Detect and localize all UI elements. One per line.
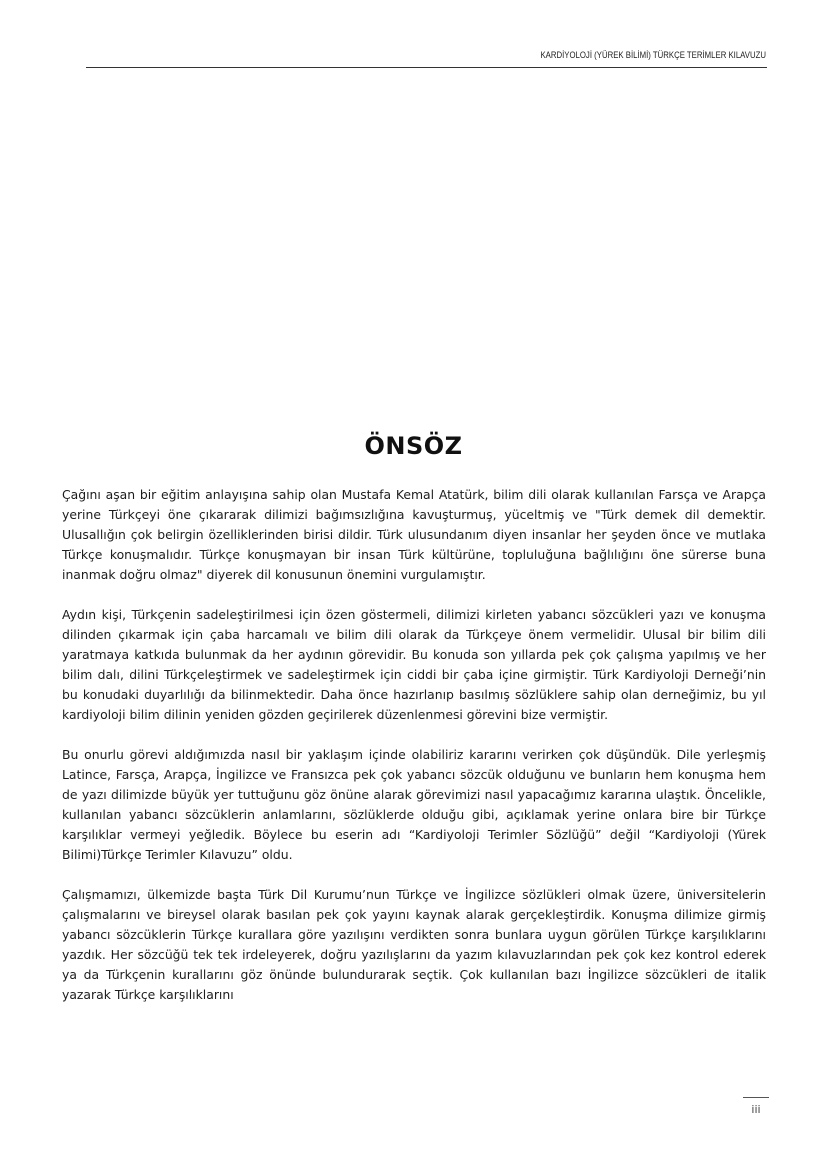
footer-divider <box>743 1097 769 1098</box>
paragraph: Aydın kişi, Türkçenin sadeleştirilmesi için özen göstermeli, dilimizi kirleten yabancı sözcükleri yazı ve konuşma dilinden çıkarmak için çaba harcamalı ve bilim dili olarak da Türkçeye önem vermelidir. Ulusal bir bilim dili yaratmaya katkıda bulunmak da her aydının görevidir. Bu konuda son yıllarda pek çok çalışma yapılmış ve her bilim dalı, dilini Türkçeleştirmek ve sadeleştirmek için ciddi bir çaba içine girmiştir. Türk Kardiyoloji Derneği’nin bu konudaki duyarlılığı da bilinmektedir. Daha önce hazırlanıp basılmış sözlüklere sahip olan derneğimiz, bu yıl kardiyoloji bilim dilinin yeniden gözden geçirilerek düzenlenmesi görevini bize vermiştir. <box>62 607 766 722</box>
body-text <box>62 485 766 1005</box>
paragraph: Çağını aşan bir eğitim anlayışına sahip olan Mustafa Kemal Atatürk, bilim dili olarak kullanılan Farsça ve Arapça yerine Türkçeyi öne çıkararak dilimizi bağımsızlığına kavuşturmuş, yüceltmiş ve "Türk demek dil demektir. Ulusallığın çok belirgin özelliklerinden birisi dildir. Türk ulusundanım diyen insanlar her şeyden önce ve mutlaka Türkçe konuşmalıdır. Türkçe konuşmayan bir insan Türk kültürüne, topluluğuna bağlılığını öne sürerse buna inanmak doğru olmaz" diyerek dil konusunun önemini vurgulamıştır. <box>62 487 766 582</box>
running-header: KARDİYOLOJİ (YÜREK BİLİMİ) TÜRKÇE TERİMLER KILAVUZU <box>540 50 766 61</box>
page-title: ÖNSÖZ <box>364 432 463 460</box>
header-divider <box>86 67 767 68</box>
page-number: iii <box>751 1103 761 1116</box>
paragraph: Bu onurlu görevi aldığımızda nasıl bir yaklaşım içinde olabiliriz kararını verirken çok düşündük. Dile yerleşmiş Latince, Farsça, Arapça, İngilizce ve Fransızca pek çok yabancı sözcük olduğunu ve bunların hem konuşma hem de yazı dilimizde büyük yer tuttuğunu göz önüne alarak görevimizi nasıl yapacağımız kararına ulaştık. Öncelikle, kullanılan yabancı sözcüklerin anlamlarını, sözlüklerde olduğu gibi, açıklamak yerine onlara bire bir Türkçe karşılıklar vermeyi yeğledik. Böylece bu eserin adı “Kardiyoloji Terimler Sözlüğü” değil “Kardiyoloji (Yürek Bilimi)Türkçe Terimler Kılavuzu” oldu. <box>62 747 766 862</box>
paragraph: Çalışmamızı, ülkemizde başta Türk Dil Kurumu’nun Türkçe ve İngilizce sözlükleri olmak üzere, üniversitelerin çalışmalarını ve bireysel olarak basılan pek çok yayını kaynak alarak gerçekleştirdik. Konuşma dilimize girmiş yabancı sözcüklerin Türkçe kurallara göre yazılışını verdikten sonra bunlara uygun görülen Türkçe karşılıklarını yazdık. Her sözcüğü tek tek irdeleyerek, doğru yazılışlarını da yazım kılavuzlarından pek çok kez kontrol ederek ya da Türkçenin kurallarını göz önünde bulundurarak seçtik. Çok kullanılan bazı İngilizce sözcükleri de italik yazarak Türkçe karşılıklarını <box>62 887 766 1002</box>
